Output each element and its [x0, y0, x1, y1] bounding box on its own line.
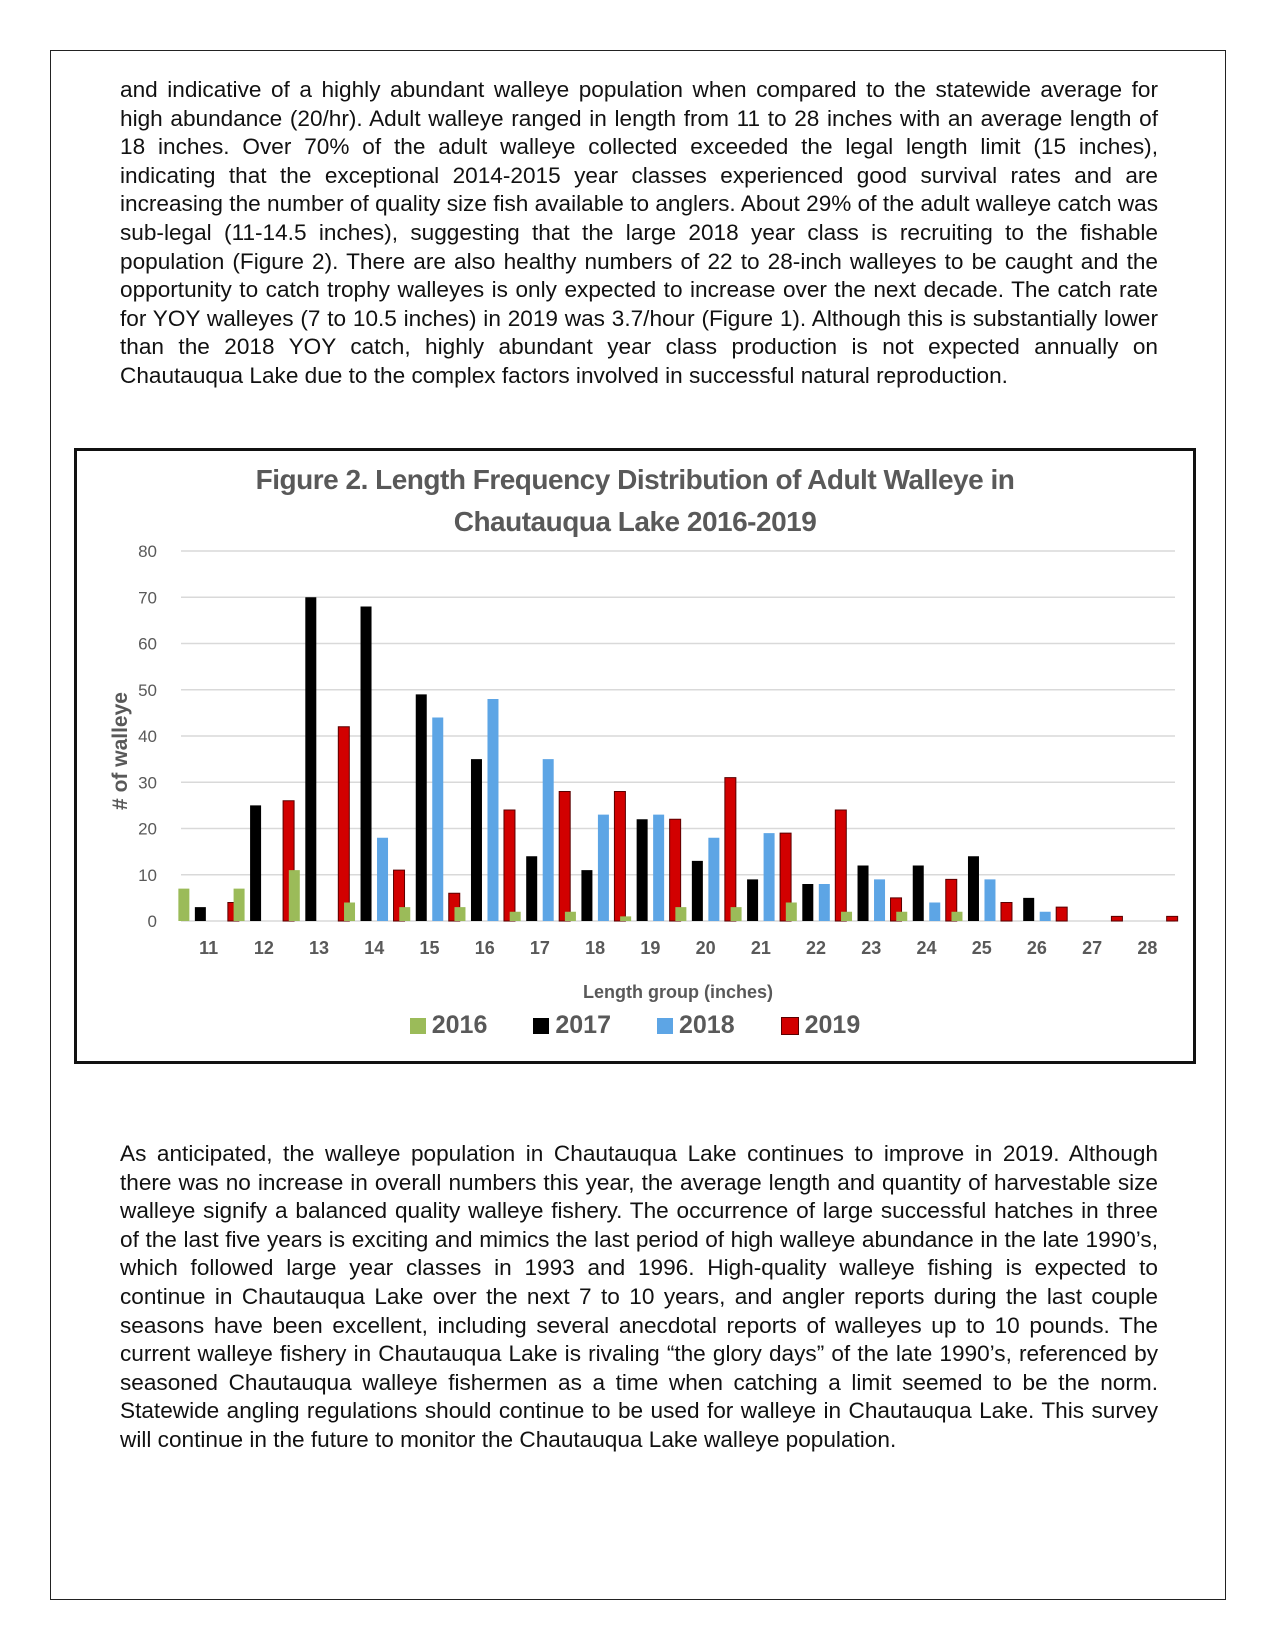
x-tick-label: 11: [199, 938, 219, 958]
legend-swatch-icon: [781, 1017, 799, 1035]
bar-2016-11: [178, 889, 189, 921]
y-tick-label: 50: [138, 680, 157, 700]
bar-2017-18: [581, 870, 592, 921]
bar-2018-21: [764, 833, 775, 921]
legend-item-2018: [657, 1011, 735, 1040]
legend-label: 2016: [431, 1011, 488, 1039]
bar-chart-plot: [77, 451, 1193, 1061]
bar-2018-20: [708, 838, 719, 921]
bar-2018-25: [984, 879, 995, 921]
bar-2019-17: [559, 792, 570, 922]
bar-2016-12: [234, 889, 245, 921]
x-tick-label: 18: [585, 938, 606, 958]
x-tick-label: 19: [640, 938, 661, 958]
bar-2016-16: [454, 907, 465, 921]
x-tick-label: 24: [916, 938, 937, 958]
bar-2019-28: [1167, 916, 1178, 921]
bar-2016-18: [565, 912, 576, 921]
body-paragraph-2: As anticipated, the walleye population in Chautauqua Lake continues to improve in 2019. Although there was no increase in overall numbers this year, the average length and quantity of harvestable size walleye signify a balanced quality walleye fishery. The occurrence of large successful hatches in three of the last five years is exciting and mimics the last period of high walleye abundance in the late 1990’s, which followed large year classes in 1993 and 1996. High-quality walleye fishing is expected to continue in Chautauqua Lake over the next 7 to 10 years, and angler reports during the last couple seasons have been excellent, including several anecdotal reports of walleyes up to 10 pounds. The current walleye fishery in Chautauqua Lake is rivaling “the glory days” of the late 1990’s, referenced by seasoned Chautauqua walleye fishermen as a time when catching a limit seemed to be the norm. Statewide angling regulations should continue to be used for walleye in Chautauqua Lake. This survey will continue in the future to monitor the Chautauqua Lake walleye population.: [120, 1141, 1158, 1452]
bar-2018-26: [1040, 912, 1051, 921]
bar-2017-12: [250, 805, 261, 921]
bar-2018-16: [487, 699, 498, 921]
x-tick-label: 15: [419, 938, 440, 958]
bar-2016-13: [289, 870, 300, 921]
bar-2019-19: [670, 819, 681, 921]
y-tick-label: 10: [138, 865, 157, 885]
x-tick-label: 27: [1082, 938, 1103, 958]
bar-2018-17: [543, 759, 554, 921]
bar-2017-23: [858, 866, 869, 922]
bar-2019-27: [1111, 916, 1122, 921]
figure-2-chart: [74, 448, 1196, 1064]
bar-2017-13: [305, 597, 316, 921]
y-tick-label: 30: [138, 773, 157, 793]
bar-2016-24: [896, 912, 907, 921]
x-tick-label: 28: [1137, 938, 1158, 958]
legend-swatch-icon: [533, 1018, 549, 1034]
x-tick-label: 16: [474, 938, 495, 958]
bar-2017-24: [913, 866, 924, 922]
x-tick-label: 12: [253, 938, 274, 958]
x-tick-label: 20: [695, 938, 716, 958]
bar-2016-23: [841, 912, 852, 921]
legend-label: 2017: [555, 1011, 611, 1039]
chart-title-line-1: Figure 2. Length Frequency Distribution of Adult Walleye in: [255, 464, 1015, 495]
legend-item-2017: [533, 1011, 611, 1040]
y-tick-label: 40: [138, 727, 157, 746]
bar-2017-26: [1023, 898, 1034, 921]
bar-2017-14: [361, 607, 372, 922]
bar-2019-20: [725, 778, 736, 921]
bar-2017-21: [747, 879, 758, 921]
bar-2017-22: [802, 884, 813, 921]
bar-2019-18: [614, 792, 625, 922]
x-tick-label: 26: [1026, 938, 1047, 958]
bar-2018-24: [929, 903, 940, 922]
legend-swatch-icon: [657, 1018, 673, 1034]
bar-2016-25: [951, 912, 962, 921]
legend-item-2016: [410, 1011, 488, 1040]
y-tick-label: 20: [138, 819, 157, 839]
bar-2019-16: [504, 810, 515, 921]
bar-2019-25: [1001, 903, 1012, 922]
x-tick-label: 23: [861, 938, 882, 958]
bar-2017-15: [416, 694, 427, 921]
bar-2018-19: [653, 815, 664, 921]
y-axis-label: # of walleye: [109, 692, 132, 810]
bar-2019-22: [835, 810, 846, 921]
bar-2018-23: [874, 879, 885, 921]
legend-item-2019: [781, 1011, 861, 1040]
bar-2016-15: [399, 907, 410, 921]
bar-2017-17: [526, 856, 537, 921]
legend-swatch-icon: [410, 1018, 426, 1034]
bar-2018-14: [377, 838, 388, 921]
bar-2017-20: [692, 861, 703, 921]
chart-title-line-2: Chautauqua Lake 2016-2019: [453, 506, 817, 537]
y-tick-label: 60: [138, 634, 157, 654]
bar-2019-26: [1056, 907, 1067, 921]
body-paragraph-1: and indicative of a highly abundant walleye population when compared to the statewide average for high abundance (20/hr). Adult walleye ranged in length from 11 to 28 inches with an average length of 18 inches. Over 70% of the adult walleye collected exceeded the legal length limit (15 inches), indicating that the exceptional 2014-2015 year classes experienced good survival rates and are increasing the number of quality size fish available to anglers. About 29% of the adult walleye catch was sub-legal (11-14.5 inches), suggesting that the large 2018 year class is recruiting to the fishable population (Figure 2). There are also healthy numbers of 22 to 28-inch walleyes to be caught and the opportunity to catch trophy walleyes is only expected to increase over the next decade. The catch rate for YOY walleyes (7 to 10.5 inches) in 2019 was 3.7/hour (Figure 1). Although this is substantially lower than the 2018 YOY catch, highly abundant year class production is not expected annually on Chautauqua Lake due to the complex factors involved in successful natural reproduction.: [120, 77, 1158, 388]
y-tick-label: 0: [147, 912, 157, 931]
bar-2017-16: [471, 759, 482, 921]
bar-2017-11: [195, 907, 206, 921]
legend-label: 2018: [679, 1011, 735, 1039]
y-tick-label: 70: [138, 588, 157, 608]
x-tick-label: 13: [309, 938, 330, 958]
y-tick-label: 80: [138, 542, 157, 561]
x-tick-label: 22: [806, 938, 827, 958]
bar-2017-25: [968, 856, 979, 921]
bar-2016-17: [510, 912, 521, 921]
bar-2018-15: [432, 718, 443, 922]
x-tick-label: 14: [364, 938, 385, 958]
x-tick-label: 25: [971, 938, 992, 958]
legend-label: 2019: [804, 1011, 861, 1039]
x-tick-label: 21: [750, 938, 771, 958]
bar-2018-22: [819, 884, 830, 921]
bar-2019-13: [338, 727, 349, 921]
bar-2016-20: [675, 907, 686, 921]
bar-2016-19: [620, 916, 631, 921]
bar-2016-21: [731, 907, 742, 921]
bar-2016-14: [344, 903, 355, 922]
x-axis-label: Length group (inches): [583, 982, 773, 1002]
bar-2016-22: [786, 903, 797, 922]
bar-2017-19: [637, 819, 648, 921]
x-tick-label: 17: [529, 938, 550, 958]
chart-legend: [77, 1011, 1193, 1040]
bar-2018-18: [598, 815, 609, 921]
